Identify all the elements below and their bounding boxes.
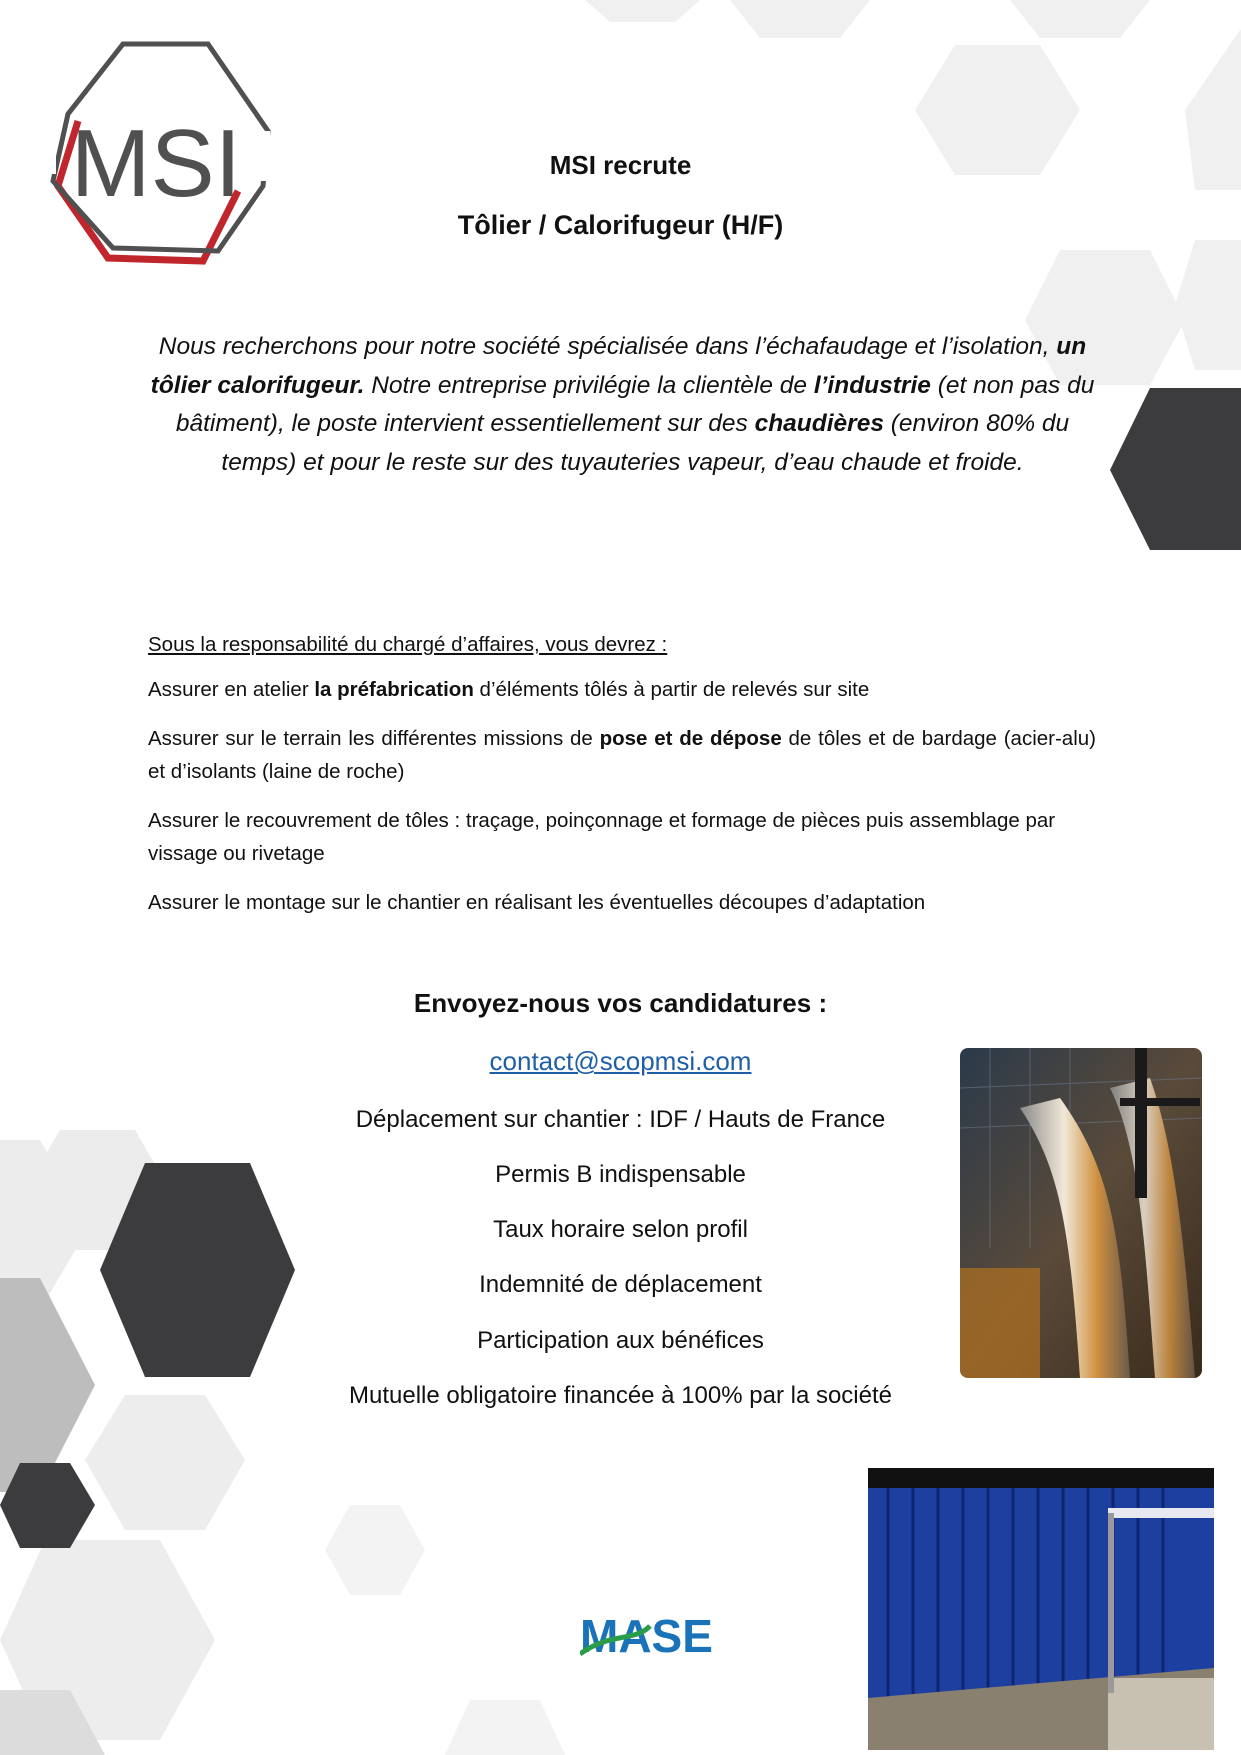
perk-item: Permis B indispensable xyxy=(495,1161,746,1188)
contact-email-link[interactable]: contact@scopmsi.com xyxy=(489,1046,752,1076)
mission-item: Assurer sur le terrain les différentes missions de pose et de dépose de tôles et de bardage (acier-alu) et d’isolants (laine de roche) xyxy=(148,727,1096,783)
intro-paragraph: Nous recherchons pour notre société spécialisée dans l’échafaudage et l’isolation, un tôlier calorifugeur. Notre entreprise privilégie la clientèle de l’industrie (et non pas du bâtiment), le poste intervient essentiellement sur des chaudières (environ 80% du temps) et pour le reste sur des tuyauteries vapeur, d’eau chaude et froide. xyxy=(150,333,1095,476)
job-title: Tôlier / Calorifugeur (H/F) xyxy=(457,210,784,240)
blue-cladding-photo xyxy=(868,1468,1214,1750)
perk-item: Indemnité de déplacement xyxy=(479,1271,762,1298)
mission-item: Assurer le montage sur le chantier en réalisant les éventuelles découpes d’adaptation xyxy=(148,891,926,914)
mission-item: Assurer en atelier la préfabrication d’éléments tôlés à partir de relevés sur site xyxy=(148,678,870,701)
application-heading: Envoyez-nous vos candidatures : xyxy=(413,988,828,1018)
mission-item: Assurer le recouvrement de tôles : traçage, poinçonnage et formage de pièces puis assemblage par vissage ou rivetage xyxy=(148,809,1056,865)
boiler-pipes-photo xyxy=(960,1048,1202,1378)
msi-logo-text: MSI xyxy=(70,110,242,217)
perk-item: Mutuelle obligatoire financée à 100% par la société xyxy=(348,1382,892,1409)
mase-logo-text: MASE xyxy=(580,1612,713,1660)
page-title: MSI recrute xyxy=(549,150,692,180)
perk-item: Taux horaire selon profil xyxy=(493,1216,748,1243)
perk-item: Participation aux bénéfices xyxy=(477,1327,764,1354)
mase-logo xyxy=(580,1612,732,1660)
missions-section xyxy=(148,628,1096,935)
perk-item: Déplacement sur chantier : IDF / Hauts de France xyxy=(355,1106,886,1133)
missions-heading: Sous la responsabilité du chargé d’affaires, vous devrez : xyxy=(148,633,668,656)
